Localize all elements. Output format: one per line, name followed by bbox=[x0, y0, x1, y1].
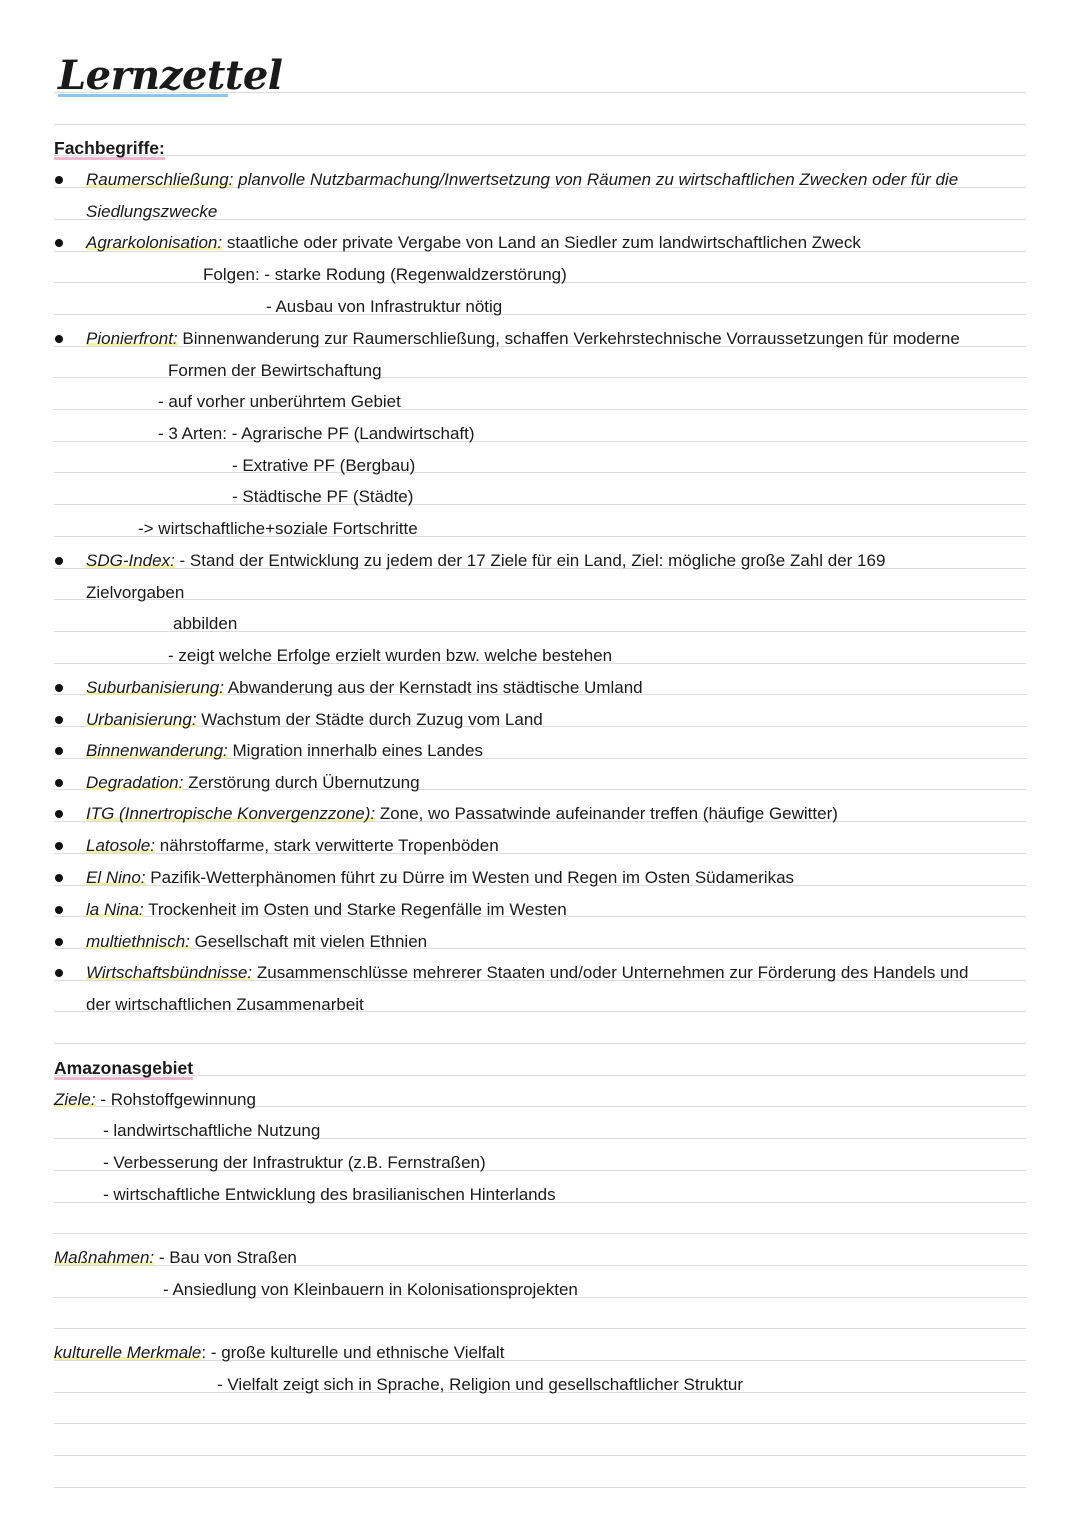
ziele-item: - wirtschaftliche Entwicklung des brasilianischen Hinterlands bbox=[103, 1185, 556, 1204]
term-definition: Gesellschaft mit vielen Ethnien bbox=[194, 932, 428, 951]
sub-line: abbilden bbox=[173, 614, 238, 633]
bullet-icon bbox=[55, 335, 63, 343]
sub-line: Zielvorgaben bbox=[86, 583, 185, 602]
term-label: Latosole: bbox=[86, 836, 155, 855]
bullet-icon bbox=[55, 842, 63, 850]
list-item-binnenwanderung bbox=[86, 740, 483, 762]
ruled-line bbox=[54, 472, 1026, 473]
bullet-icon bbox=[55, 716, 63, 724]
ziele-line bbox=[54, 1089, 256, 1111]
sub-line: - Extrative PF (Bergbau) bbox=[232, 456, 416, 475]
sub-line: - Ausbau von Infrastruktur nötig bbox=[266, 297, 503, 316]
bullet-icon bbox=[55, 239, 63, 247]
bullet-icon bbox=[55, 874, 63, 882]
kultur-first: : - große kulturelle und ethnische Vielfalt bbox=[201, 1343, 505, 1362]
ruled-line bbox=[54, 1328, 1026, 1329]
bullet-icon bbox=[55, 906, 63, 914]
list-item-degradation bbox=[86, 772, 420, 794]
massnahmen-item: - Ansiedlung von Kleinbauern in Kolonisationsprojekten bbox=[163, 1280, 578, 1299]
term-definition: Zone, wo Passatwinde aufeinander treffen (häufige Gewitter) bbox=[379, 804, 838, 823]
term-label: SDG-Index: bbox=[86, 551, 175, 570]
term-label: Wirtschaftsbündnisse: bbox=[86, 963, 253, 982]
massnahmen-label: Maßnahmen: bbox=[54, 1248, 155, 1267]
term-definition: Zerstörung durch Übernutzung bbox=[188, 773, 420, 792]
massnahmen-line bbox=[54, 1247, 297, 1269]
list-item-wirtschaftsbuendnisse bbox=[86, 962, 968, 984]
term-definition: Binnenwanderung zur Raumerschließung, schaffen Verkehrstechnische Vorraussetzungen für moderne bbox=[182, 329, 960, 348]
definition-continuation: der wirtschaftlichen Zusammenarbeit bbox=[86, 995, 364, 1014]
kultur-item: - Vielfalt zeigt sich in Sprache, Religion und gesellschaftlicher Struktur bbox=[217, 1375, 744, 1394]
term-label: Urbanisierung: bbox=[86, 710, 197, 729]
list-item-raumerschliessung bbox=[86, 169, 958, 191]
term-definition: Wachstum der Städte durch Zuzug vom Land bbox=[201, 710, 543, 729]
term-label: Raumerschließung: bbox=[86, 170, 234, 189]
kultur-line bbox=[54, 1342, 504, 1364]
sub-line: Folgen: - starke Rodung (Regenwaldzerstörung) bbox=[203, 265, 567, 284]
bullet-icon bbox=[55, 779, 63, 787]
list-item-suburbanisierung bbox=[86, 677, 643, 699]
ruled-line bbox=[54, 124, 1026, 125]
term-label: Binnenwanderung: bbox=[86, 741, 228, 760]
bullet-icon bbox=[55, 747, 63, 755]
bullet-icon bbox=[55, 684, 63, 692]
list-item-itg bbox=[86, 803, 838, 825]
ruled-line bbox=[54, 1487, 1026, 1488]
ziele-item: - Verbesserung der Infrastruktur (z.B. Fernstraßen) bbox=[103, 1153, 486, 1172]
term-definition: Pazifik-Wetterphänomen führt zu Dürre im Westen und Regen im Osten Südamerikas bbox=[150, 868, 795, 887]
page-title: Lernzettel bbox=[58, 50, 283, 104]
ruled-line bbox=[54, 155, 1026, 156]
list-item-pionierfront bbox=[86, 328, 960, 350]
term-definition: Abwanderung aus der Kernstadt ins städtische Umland bbox=[227, 678, 643, 697]
ruled-line bbox=[54, 1075, 1026, 1076]
term-label: ITG (Innertropische Konvergenzzone): bbox=[86, 804, 376, 823]
sub-line: - auf vorher unberührtem Gebiet bbox=[158, 392, 401, 411]
massnahmen-first: - Bau von Straßen bbox=[158, 1248, 297, 1267]
term-definition: Zusammenschlüsse mehrerer Staaten und/oder Unternehmen zur Förderung des Handels und bbox=[256, 963, 969, 982]
term-label: Pionierfront: bbox=[86, 329, 178, 348]
bullet-icon bbox=[55, 938, 63, 946]
bullet-icon bbox=[55, 969, 63, 977]
term-label: Suburbanisierung: bbox=[86, 678, 224, 697]
list-item-multiethnisch bbox=[86, 931, 427, 953]
bullet-icon bbox=[55, 557, 63, 565]
ruled-line bbox=[54, 599, 1026, 600]
heading-amazonasgebiet: Amazonasgebiet bbox=[54, 1058, 194, 1078]
term-definition: staatliche oder private Vergabe von Land an Siedler zum landwirtschaftlichen Zweck bbox=[226, 233, 861, 252]
list-item-sdg-index bbox=[86, 550, 885, 572]
term-definition: - Stand der Entwicklung zu jedem der 17 Ziele für ein Land, Ziel: mögliche große Zahl der 169 bbox=[179, 551, 886, 570]
term-label: la Nina: bbox=[86, 900, 144, 919]
ziele-first: - Rohstoffgewinnung bbox=[100, 1090, 256, 1109]
term-label: Agrarkolonisation: bbox=[86, 233, 223, 252]
term-label: El Nino: bbox=[86, 868, 146, 887]
term-definition: Trockenheit im Osten und Starke Regenfälle im Westen bbox=[148, 900, 567, 919]
bullet-icon bbox=[55, 810, 63, 818]
bullet-icon bbox=[55, 176, 63, 184]
list-item-urbanisierung bbox=[86, 709, 543, 731]
sub-line: -> wirtschaftliche+soziale Fortschritte bbox=[138, 519, 418, 538]
list-item-agrarkolonisation bbox=[86, 232, 861, 254]
list-item-la-nina bbox=[86, 899, 567, 921]
ruled-line bbox=[54, 1043, 1026, 1044]
term-label: multiethnisch: bbox=[86, 932, 190, 951]
ruled-line bbox=[54, 1233, 1026, 1234]
ruled-line bbox=[54, 1423, 1026, 1424]
kultur-label: kulturelle Merkmale bbox=[54, 1343, 202, 1362]
term-label: Degradation: bbox=[86, 773, 184, 792]
ziele-label: Ziele: bbox=[54, 1090, 96, 1109]
sub-line: - zeigt welche Erfolge erzielt wurden bzw. welche bestehen bbox=[168, 646, 613, 665]
ruled-line bbox=[54, 504, 1026, 505]
heading-fachbegriffe: Fachbegriffe: bbox=[54, 138, 165, 158]
list-item-el-nino bbox=[86, 867, 794, 889]
term-definition: nährstoffarme, stark verwitterte Tropenböden bbox=[159, 836, 499, 855]
definition-continuation: Siedlungszwecke bbox=[86, 202, 218, 221]
term-definition: planvolle Nutzbarmachung/Inwertsetzung von Räumen zu wirtschaftlichen Zwecken oder für die bbox=[238, 170, 959, 189]
sub-line: Formen der Bewirtschaftung bbox=[168, 361, 382, 380]
term-definition: Migration innerhalb eines Landes bbox=[232, 741, 483, 760]
sub-line: - Städtische PF (Städte) bbox=[232, 487, 414, 506]
list-item-latosole bbox=[86, 835, 499, 857]
ruled-line bbox=[54, 1455, 1026, 1456]
sub-line: - 3 Arten: - Agrarische PF (Landwirtschaft) bbox=[158, 424, 475, 443]
ruled-line bbox=[54, 314, 1026, 315]
ziele-item: - landwirtschaftliche Nutzung bbox=[103, 1121, 321, 1140]
